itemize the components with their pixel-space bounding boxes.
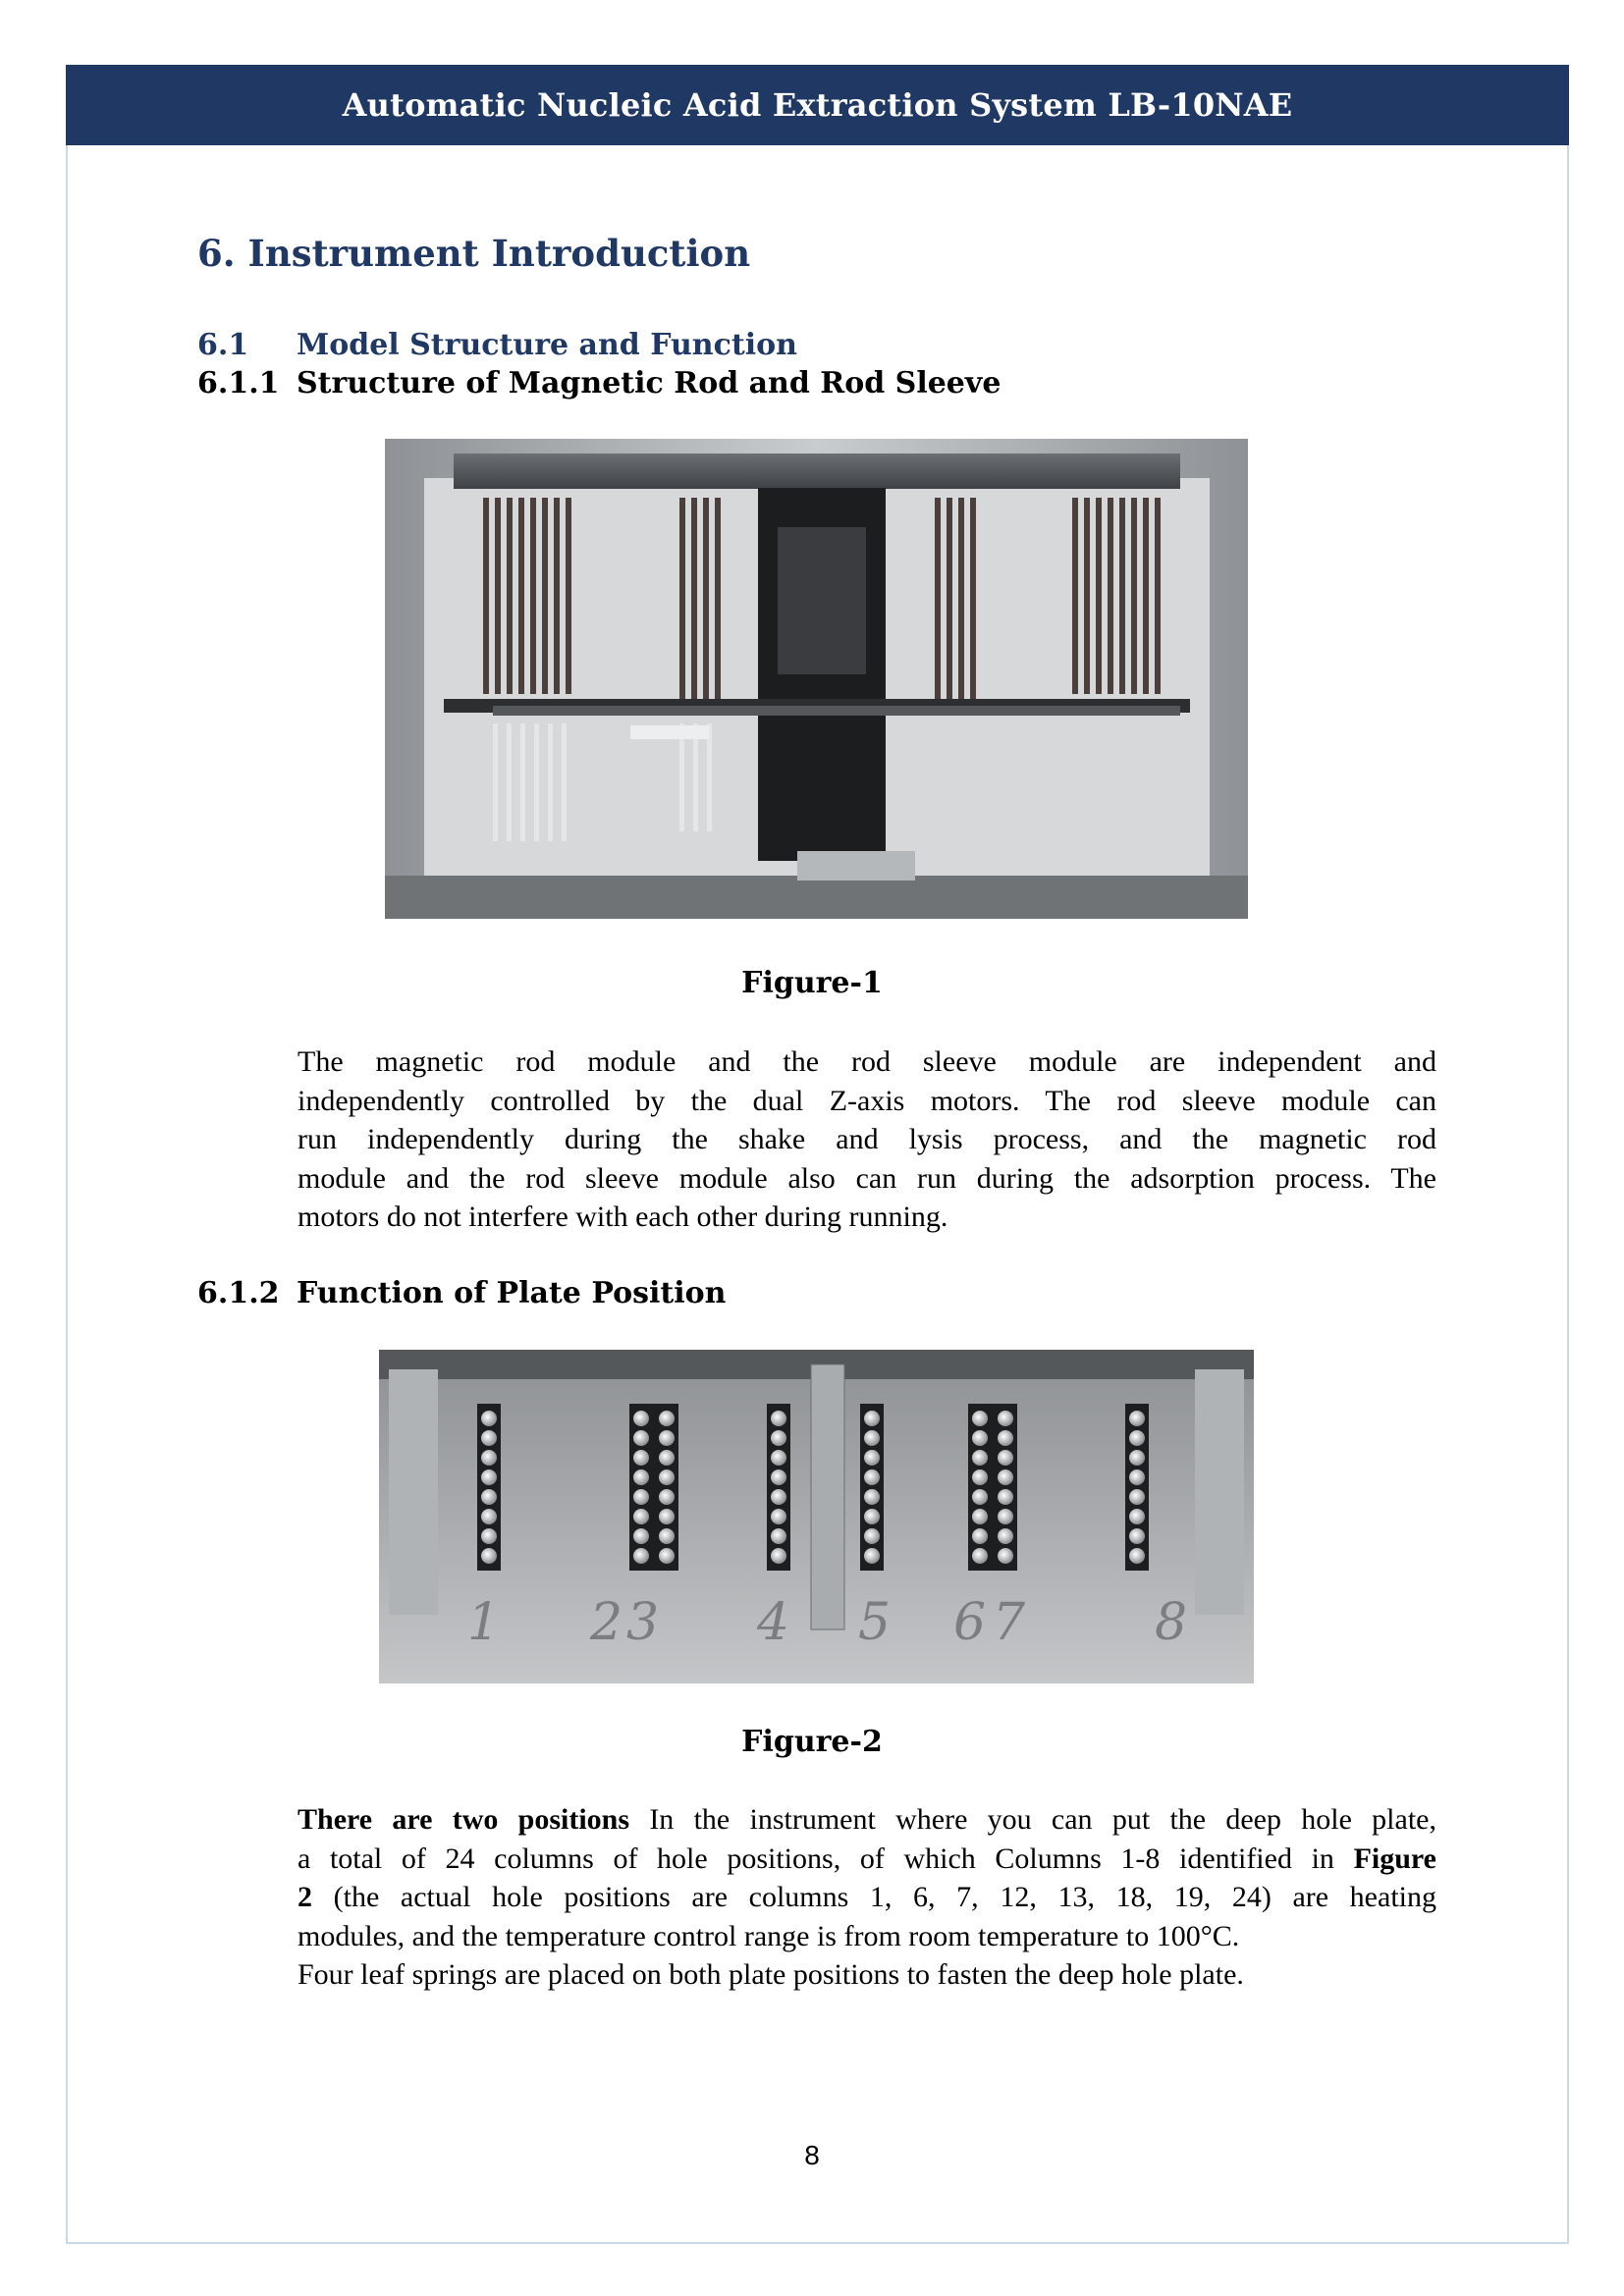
- section-title: Instrument Introduction: [247, 232, 751, 275]
- figure-reference: Figure: [1353, 1842, 1436, 1875]
- page-number: 8: [804, 2140, 820, 2170]
- paragraph-2-line: modules, and the temperature control range is from room temperature to 100°C.: [298, 1919, 1240, 1952]
- subsubsection-number: 6.1.2: [197, 1276, 280, 1310]
- subsubsection-heading-1: [197, 366, 1001, 400]
- subsection-number: 6.1: [197, 328, 249, 362]
- paragraph-2: [298, 1800, 1436, 1995]
- paragraph-2-text: a total of 24 columns of hole positions, of which Columns 1-8 identified in: [298, 1842, 1354, 1875]
- subsubsection-heading-2: [197, 1276, 726, 1310]
- paragraph-2-line: [298, 1878, 1436, 1917]
- paragraph-1-line: motors do not interfere with each other during running.: [298, 1201, 948, 1233]
- figure-2-caption: Figure-2: [741, 1725, 883, 1759]
- subsection-heading: [197, 328, 797, 362]
- document-header: [66, 65, 1569, 145]
- paragraph-2-line: Four leaf springs are placed on both plate positions to fasten the deep hole plate.: [298, 1958, 1244, 1991]
- plate-label-4: 4: [757, 1593, 790, 1652]
- subsection-title: Model Structure and Function: [297, 328, 797, 362]
- paragraph-1-line: The magnetic rod module and the rod sleeve module are independent and: [298, 1045, 1436, 1078]
- subsubsection-title: Structure of Magnetic Rod and Rod Sleeve: [297, 366, 1001, 400]
- figure-2-image: [379, 1350, 1254, 1683]
- subsubsection-title: Function of Plate Position: [297, 1276, 727, 1310]
- plate-label-3: 3: [626, 1593, 660, 1652]
- figure-1-image: [385, 439, 1248, 919]
- paragraph-1-line: run independently during the shake and lysis process, and the magnetic rod: [298, 1123, 1436, 1155]
- paragraph-2-text: In the instrument where you can put the deep hole plate,: [629, 1803, 1436, 1836]
- figure-reference: 2: [298, 1881, 312, 1913]
- paragraph-2-bold-lead: There are two positions: [298, 1803, 630, 1836]
- plate-label-5: 5: [858, 1593, 892, 1652]
- plate-label-8: 8: [1155, 1593, 1188, 1652]
- paragraph-2-line: [298, 1800, 1436, 1840]
- subsubsection-number: 6.1.1: [197, 366, 280, 400]
- paragraph-2-line: [298, 1840, 1436, 1879]
- paragraph-2-text: (the actual hole positions are columns 1, 6, 7, 12, 13, 18, 19, 24) are heating: [312, 1881, 1436, 1913]
- header-title: Automatic Nucleic Acid Extraction System LB-10NAE: [342, 86, 1293, 124]
- plate-label-2: 2: [590, 1593, 623, 1652]
- paragraph-1-line: independently controlled by the dual Z-axis motors. The rod sleeve module can: [298, 1084, 1436, 1117]
- paragraph-1-line: module and the rod sleeve module also can run during the adsorption process. The: [298, 1161, 1436, 1195]
- plate-label-1: 1: [467, 1593, 501, 1652]
- plate-label-6: 6: [953, 1593, 987, 1652]
- plate-label-7: 7: [993, 1593, 1026, 1652]
- paragraph-1: [298, 1042, 1436, 1237]
- section-number: 6.: [197, 232, 236, 275]
- figure-1-caption: Figure-1: [741, 966, 883, 1000]
- section-heading: [197, 232, 750, 275]
